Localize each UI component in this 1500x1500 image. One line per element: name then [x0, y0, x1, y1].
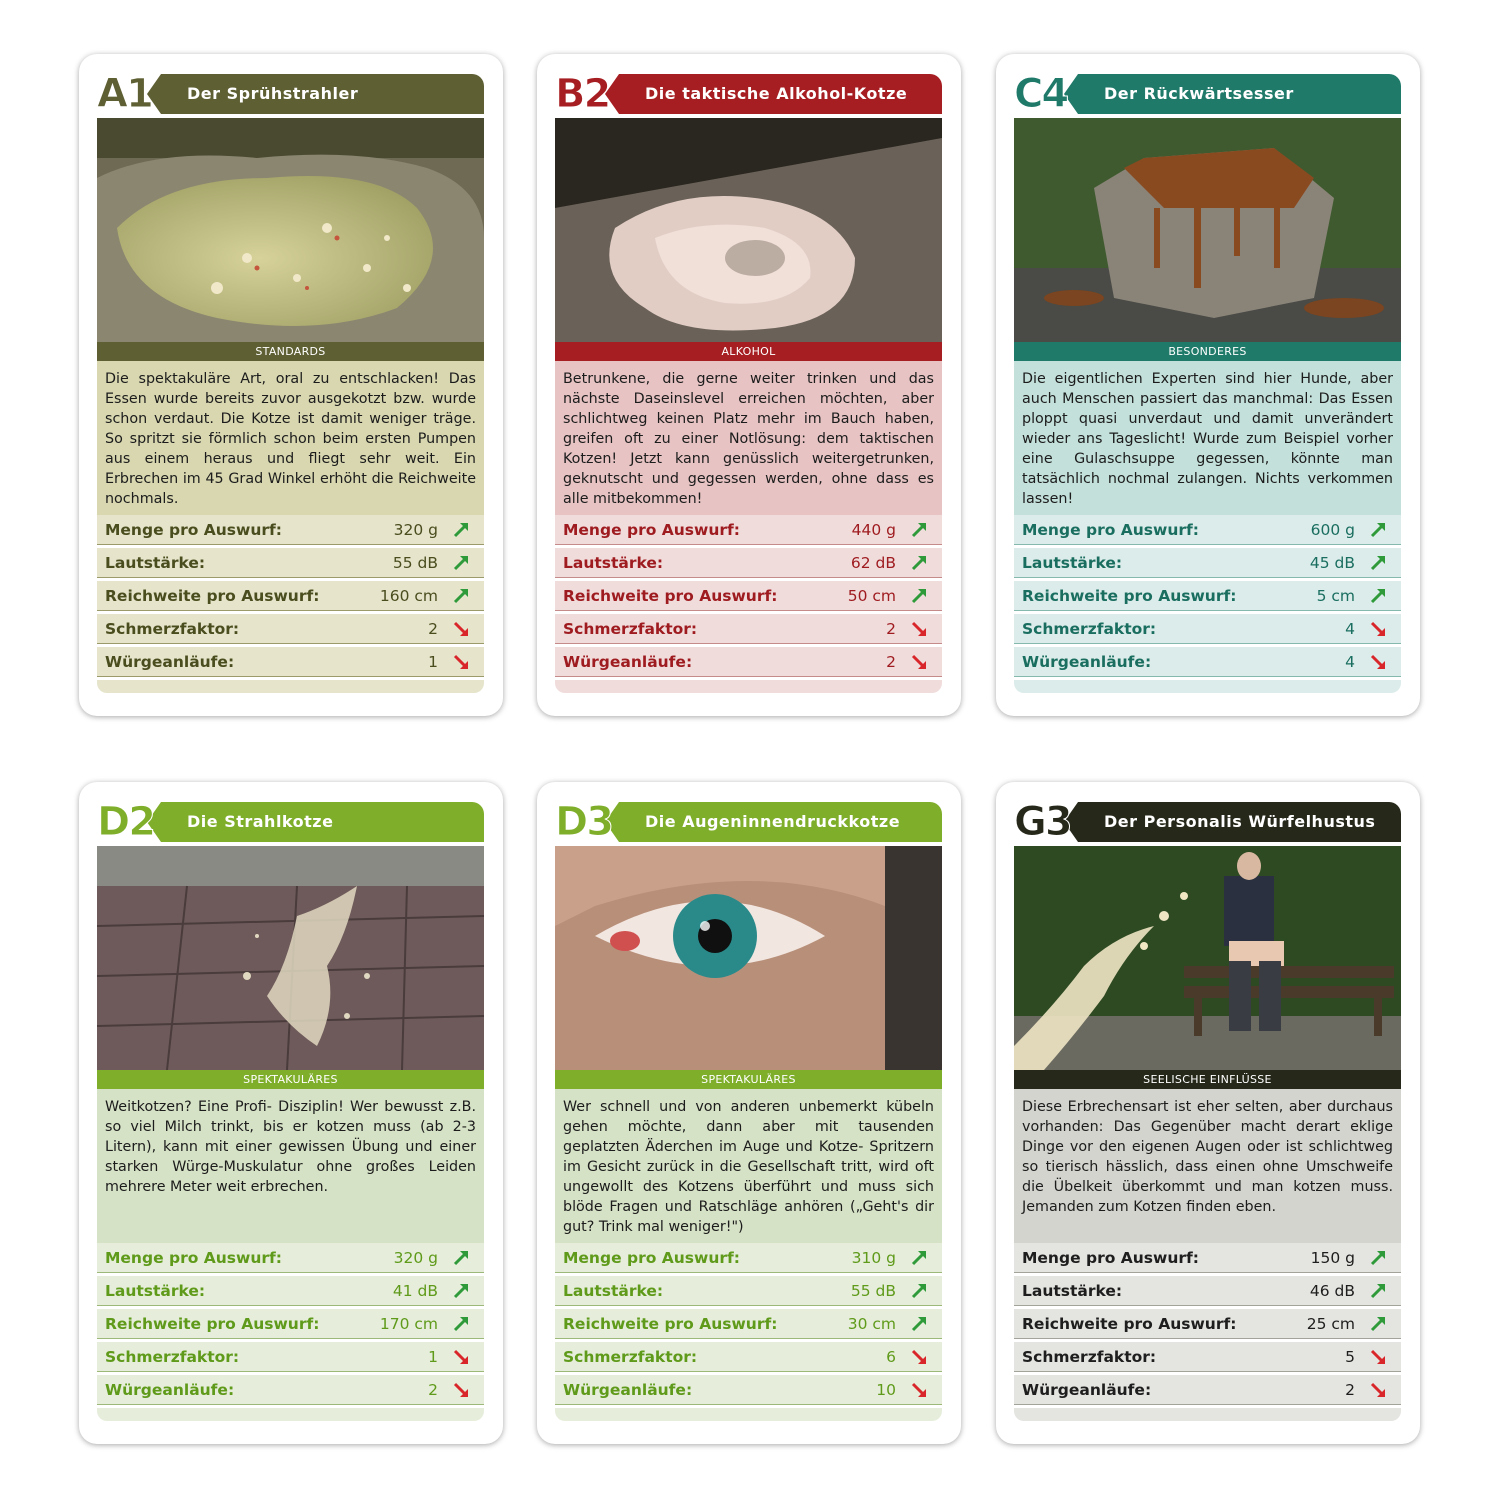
description-text: Weitkotzen? Eine Profi- Disziplin! Wer bewusst z.B. so viel Milch trinkt, bis er kotzen muss (ab 2-3 Litern), kann mit einer gewissen Übung und einer starken Würge-Muskulatur ohne großes Leiden mehrere Meter weit erbrechen.	[105, 1099, 476, 1195]
arrow-up-right-icon	[910, 1249, 928, 1267]
stat-label: Lautstärke:	[563, 1282, 664, 1300]
stat-row[interactable]	[1014, 1375, 1401, 1408]
stat-value: 6	[886, 1348, 896, 1366]
title-bar	[619, 74, 942, 114]
stat-row[interactable]	[1014, 614, 1401, 647]
stat-label: Lautstärke:	[105, 554, 206, 572]
stat-value: 2	[428, 620, 438, 638]
stat-label: Lautstärke:	[563, 554, 664, 572]
stat-row[interactable]	[555, 548, 942, 581]
category-label: BESONDERES	[1014, 342, 1401, 361]
stat-value: 320 g	[393, 1249, 438, 1267]
arrow-down-right-icon	[910, 653, 928, 671]
card-photo	[555, 118, 942, 342]
description-text: Betrunkene, die gerne weiter trinken und das nächste Daseinslevel erreichen möchten, aber schlichtweg keinen Platz mehr im Bauch haben, greifen oft zu einer Notlösung: dem taktischen Kotzen! Jetzt kann genüsslich weitergetrunken, geknutscht und gegessen werden, ohne dass es alle mitbekommen!	[563, 371, 934, 507]
stat-label: Menge pro Auswurf:	[1022, 1249, 1199, 1267]
arrow-up-right-icon	[452, 1249, 470, 1267]
card-code: C4	[1014, 71, 1068, 117]
stat-value: 41 dB	[392, 1282, 438, 1300]
stat-row[interactable]	[555, 647, 942, 680]
stat-label: Reichweite pro Auswurf:	[563, 1315, 778, 1333]
stat-label: Schmerzfaktor:	[563, 620, 698, 638]
arrow-down-right-icon	[452, 1348, 470, 1366]
category-label: SPEKTAKULÄRES	[97, 1070, 484, 1089]
stats-table	[97, 1243, 484, 1421]
arrow-up-right-icon	[452, 521, 470, 539]
stat-label: Schmerzfaktor:	[1022, 1348, 1157, 1366]
card-photo	[1014, 118, 1401, 342]
stat-value: 46 dB	[1309, 1282, 1355, 1300]
stat-value: 10	[876, 1381, 896, 1399]
stat-value: 160 cm	[379, 587, 438, 605]
stat-value: 2	[428, 1381, 438, 1399]
stat-row[interactable]	[555, 614, 942, 647]
stat-value: 1	[428, 1348, 438, 1366]
stat-label: Würgeanläufe:	[1022, 1381, 1152, 1399]
description-text: Diese Erbrechensart ist eher selten, aber durchaus vorhanden: Das Gegenüber macht derart eklige Dinge vor den eigenen Augen oder ist schlichtweg so tierisch hässlich, dass einen ohne Umschweife die Übelkeit überkommt und man kotzen muss. Jemanden zum Kotzen finden eben.	[1022, 1099, 1393, 1215]
card-header	[555, 71, 942, 118]
stat-value: 4	[1345, 653, 1355, 671]
description-text: Wer schnell und von anderen unbemerkt kübeln gehen möchte, dann aber mit tausenden geplatzten Äderchen im Auge und Kotze- Spritzern im Gesicht zurück in die Gesellschaft tritt, wird oft ungewollt des Kotzens überführt und muss sich blöde Fragen und Ratschläge anhören („Geht's dir gut? Trink mal weniger!")	[563, 1099, 934, 1235]
arrow-up-right-icon	[1369, 1249, 1387, 1267]
card-code: G3	[1014, 799, 1071, 845]
stat-row[interactable]	[97, 548, 484, 581]
stat-label: Menge pro Auswurf:	[563, 521, 740, 539]
category-label: STANDARDS	[97, 342, 484, 361]
stat-value: 25 cm	[1306, 1315, 1355, 1333]
stat-value: 30 cm	[847, 1315, 896, 1333]
card-header	[555, 799, 942, 846]
arrow-down-right-icon	[1369, 620, 1387, 638]
stat-row[interactable]	[555, 1375, 942, 1408]
stat-row[interactable]	[1014, 1342, 1401, 1375]
stat-value: 55 dB	[392, 554, 438, 572]
category-label: SEELISCHE EINFLÜSSE	[1014, 1070, 1401, 1089]
stat-row[interactable]	[97, 1375, 484, 1408]
stat-label: Reichweite pro Auswurf:	[563, 587, 778, 605]
card-photo	[555, 846, 942, 1070]
stats-table	[555, 515, 942, 693]
stat-label: Würgeanläufe:	[105, 1381, 235, 1399]
stat-value: 440 g	[851, 521, 896, 539]
title-bar	[619, 802, 942, 842]
arrow-up-right-icon	[1369, 1282, 1387, 1300]
arrow-up-right-icon	[1369, 521, 1387, 539]
stat-row[interactable]	[555, 1342, 942, 1375]
card-title: Die Strahlkotze	[187, 812, 334, 831]
stat-label: Reichweite pro Auswurf:	[1022, 587, 1237, 605]
title-bar	[161, 74, 484, 114]
stats-table	[1014, 515, 1401, 693]
stat-label: Würgeanläufe:	[1022, 653, 1152, 671]
arrow-down-right-icon	[1369, 653, 1387, 671]
stat-row[interactable]	[97, 647, 484, 680]
card-title: Der Sprühstrahler	[187, 84, 359, 103]
stat-row[interactable]	[97, 614, 484, 647]
card-code: D2	[97, 799, 155, 845]
card-header	[1014, 799, 1401, 846]
stat-row[interactable]	[1014, 647, 1401, 680]
card-title: Der Personalis Würfelhustus	[1104, 812, 1376, 831]
description-text: Die spektakuläre Art, oral zu entschlacken! Das Essen wurde bereits zuvor ausgekotzt bzw. wurde schon verdaut. Die Kotze ist damit weniger träge. So spritzt sie förmlich schon beim ersten Pumpen aus einem heraus und fliegt sehr weit. Ein Erbrechen im 45 Grad Winkel erhöht die Reichweite nochmals.	[105, 371, 476, 507]
stat-value: 1	[428, 653, 438, 671]
stat-label: Würgeanläufe:	[105, 653, 235, 671]
arrow-up-right-icon	[910, 1315, 928, 1333]
stat-row[interactable]	[1014, 548, 1401, 581]
stat-value: 320 g	[393, 521, 438, 539]
stat-row[interactable]	[1014, 1309, 1401, 1342]
card-header	[97, 71, 484, 118]
card-photo	[97, 846, 484, 1070]
card-description	[97, 1089, 484, 1243]
stat-label: Reichweite pro Auswurf:	[105, 1315, 320, 1333]
arrow-down-right-icon	[910, 620, 928, 638]
stat-value: 2	[886, 653, 896, 671]
stat-label: Menge pro Auswurf:	[105, 521, 282, 539]
stats-table	[1014, 1243, 1401, 1421]
stat-row[interactable]	[555, 581, 942, 614]
card-photo	[1014, 846, 1401, 1070]
arrow-up-right-icon	[452, 587, 470, 605]
stat-label: Menge pro Auswurf:	[563, 1249, 740, 1267]
stat-value: 50 cm	[847, 587, 896, 605]
stat-label: Lautstärke:	[1022, 1282, 1123, 1300]
card-description	[555, 361, 942, 515]
card-description	[555, 1089, 942, 1243]
stat-value: 5 cm	[1316, 587, 1355, 605]
stat-row[interactable]	[97, 581, 484, 614]
stat-value: 45 dB	[1309, 554, 1355, 572]
stat-row[interactable]	[555, 1309, 942, 1342]
stat-row[interactable]	[1014, 515, 1401, 548]
stat-row[interactable]	[97, 515, 484, 548]
stat-label: Würgeanläufe:	[563, 1381, 693, 1399]
stat-row[interactable]	[1014, 1276, 1401, 1309]
card-header	[97, 799, 484, 846]
card-description	[1014, 1089, 1401, 1243]
stat-label: Menge pro Auswurf:	[1022, 521, 1199, 539]
arrow-down-right-icon	[910, 1381, 928, 1399]
stat-row[interactable]	[1014, 1243, 1401, 1276]
stat-label: Menge pro Auswurf:	[105, 1249, 282, 1267]
arrow-up-right-icon	[1369, 587, 1387, 605]
arrow-up-right-icon	[452, 554, 470, 572]
card-description	[97, 361, 484, 515]
arrow-down-right-icon	[1369, 1348, 1387, 1366]
stat-label: Lautstärke:	[105, 1282, 206, 1300]
card-description	[1014, 361, 1401, 515]
quartett-card-b2[interactable]	[537, 54, 961, 716]
card-code: D3	[555, 799, 613, 845]
arrow-up-right-icon	[452, 1315, 470, 1333]
arrow-down-right-icon	[910, 1348, 928, 1366]
description-text: Die eigentlichen Experten sind hier Hunde, aber auch Menschen passiert das manchmal: Das Essen ploppt quasi unverdaut und damit unverändert wieder ans Tageslicht! Wurde zum Beispiel vorher eine Gulaschsuppe gegessen, könnte man tatsächlich nochmal zulangen. Nichts verkommen lassen!	[1022, 371, 1393, 507]
arrow-down-right-icon	[452, 1381, 470, 1399]
stat-value: 62 dB	[850, 554, 896, 572]
stat-row[interactable]	[555, 515, 942, 548]
category-label: SPEKTAKULÄRES	[555, 1070, 942, 1089]
stat-label: Reichweite pro Auswurf:	[105, 587, 320, 605]
arrow-up-right-icon	[910, 587, 928, 605]
stats-table	[555, 1243, 942, 1421]
stat-row[interactable]	[555, 1276, 942, 1309]
arrow-down-right-icon	[452, 653, 470, 671]
stat-row[interactable]	[1014, 581, 1401, 614]
stat-label: Schmerzfaktor:	[105, 620, 240, 638]
card-title: Der Rückwärtsesser	[1104, 84, 1294, 103]
card-title: Die taktische Alkohol-Kotze	[645, 84, 908, 103]
stat-label: Schmerzfaktor:	[563, 1348, 698, 1366]
quartett-card-g3[interactable]	[996, 782, 1420, 1444]
card-header	[1014, 71, 1401, 118]
arrow-down-right-icon	[452, 620, 470, 638]
stat-value: 150 g	[1310, 1249, 1355, 1267]
stat-value: 2	[886, 620, 896, 638]
card-code: A1	[97, 71, 152, 117]
quartett-card-d2[interactable]	[79, 782, 503, 1444]
title-bar	[161, 802, 484, 842]
title-bar	[1078, 74, 1401, 114]
stat-value: 4	[1345, 620, 1355, 638]
stat-row[interactable]	[555, 1243, 942, 1276]
stat-label: Schmerzfaktor:	[1022, 620, 1157, 638]
stat-row[interactable]	[97, 1309, 484, 1342]
arrow-up-right-icon	[910, 554, 928, 572]
stat-value: 170 cm	[379, 1315, 438, 1333]
stat-label: Würgeanläufe:	[563, 653, 693, 671]
category-label: ALKOHOL	[555, 342, 942, 361]
stat-row[interactable]	[97, 1342, 484, 1375]
arrow-up-right-icon	[452, 1282, 470, 1300]
quartett-card-a1[interactable]	[79, 54, 503, 716]
title-bar	[1078, 802, 1401, 842]
quartett-card-d3[interactable]	[537, 782, 961, 1444]
quartett-card-c4[interactable]	[996, 54, 1420, 716]
stats-table	[97, 515, 484, 693]
arrow-up-right-icon	[910, 521, 928, 539]
arrow-down-right-icon	[1369, 1381, 1387, 1399]
stat-row[interactable]	[97, 1276, 484, 1309]
stat-value: 55 dB	[850, 1282, 896, 1300]
stat-row[interactable]	[97, 1243, 484, 1276]
stat-label: Schmerzfaktor:	[105, 1348, 240, 1366]
stat-value: 600 g	[1310, 521, 1355, 539]
stat-label: Lautstärke:	[1022, 554, 1123, 572]
arrow-up-right-icon	[1369, 1315, 1387, 1333]
stat-label: Reichweite pro Auswurf:	[1022, 1315, 1237, 1333]
card-code: B2	[555, 71, 610, 117]
arrow-up-right-icon	[910, 1282, 928, 1300]
stat-value: 2	[1345, 1381, 1355, 1399]
card-title: Die Augeninnendruckkotze	[645, 812, 901, 831]
stat-value: 5	[1345, 1348, 1355, 1366]
stat-value: 310 g	[851, 1249, 896, 1267]
card-photo	[97, 118, 484, 342]
arrow-up-right-icon	[1369, 554, 1387, 572]
